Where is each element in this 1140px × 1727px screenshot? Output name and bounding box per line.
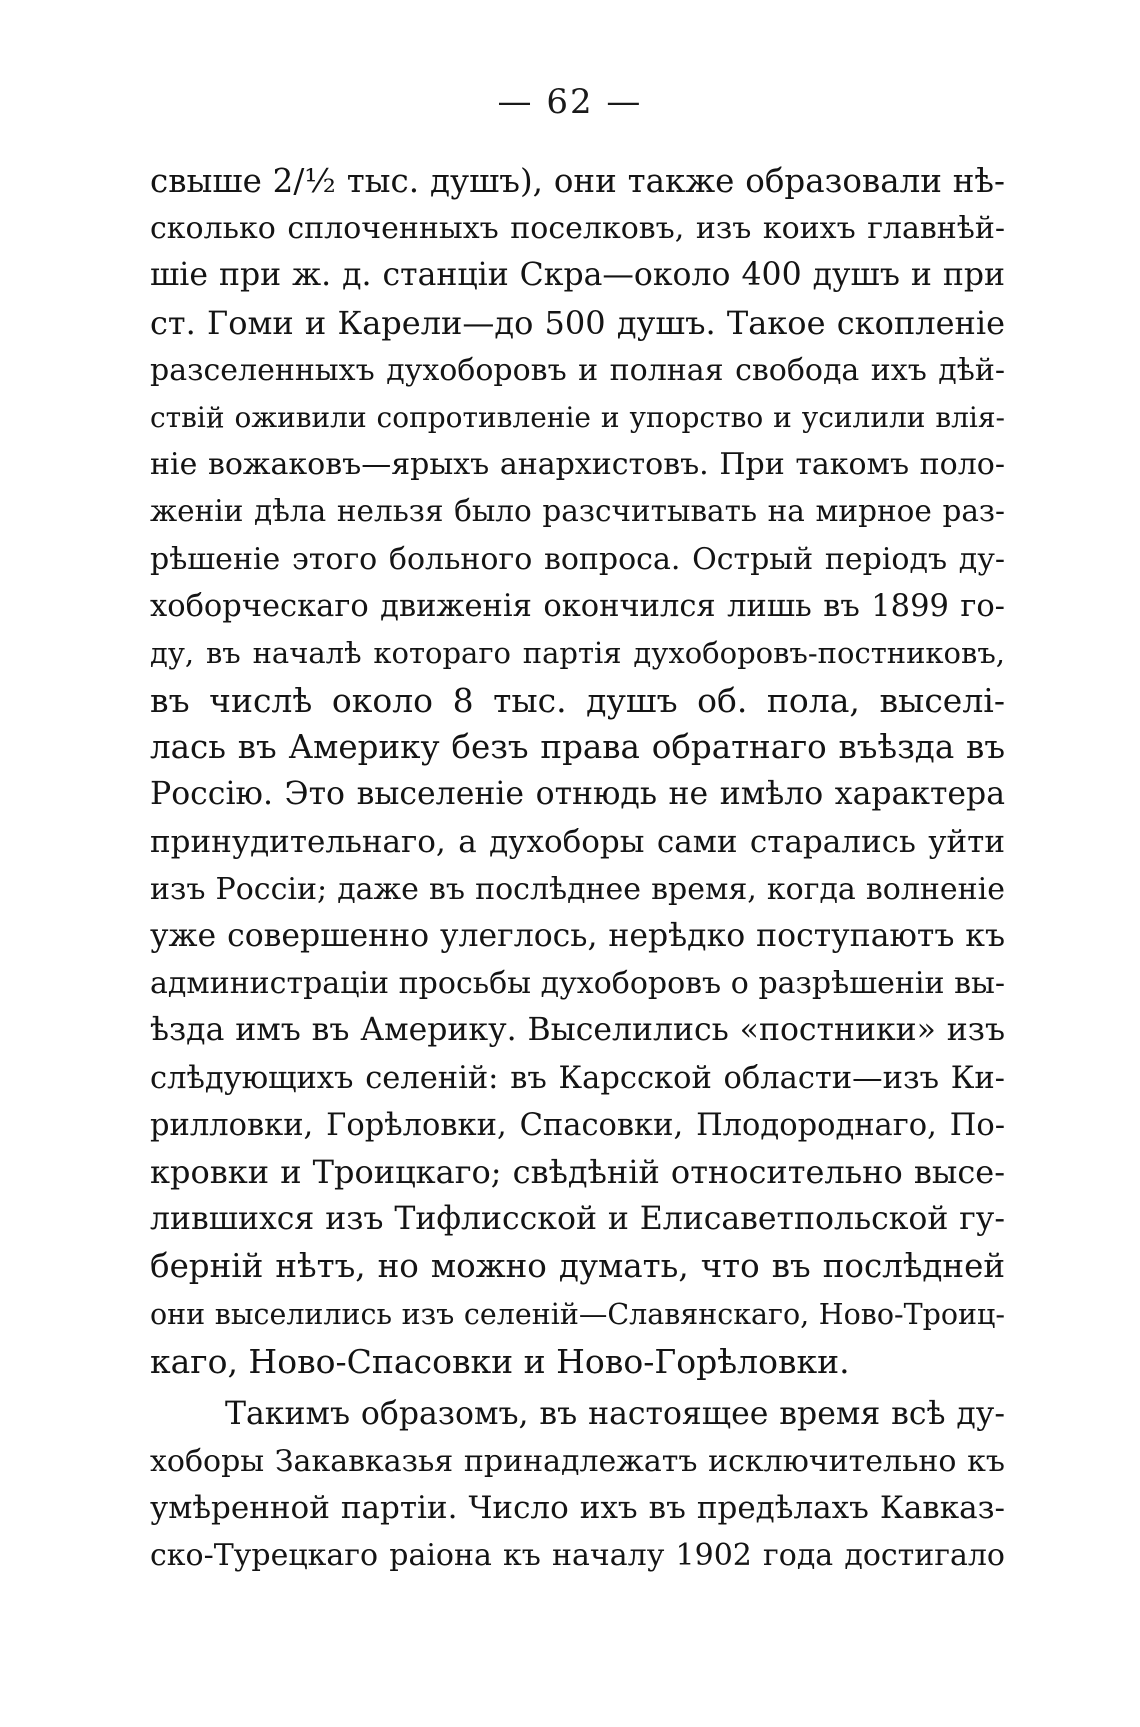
text-line: сколько сплоченныхъ поселковъ, изъ коихъ главнѣй- [150,211,1005,247]
text-line: они выселились изъ селеній—Славянскаго, Ново-Троиц- [150,1297,1005,1331]
text-line: разселенныхъ духоборовъ и полная свобода ихъ дѣй- [150,352,1005,388]
text-line: шіе при ж. д. станціи Скра—около 400 душъ и при [150,257,1005,294]
text-line: администраціи просьбы духоборовъ о разрѣшеніи вы- [150,966,1005,1002]
text-line: ѣзда имъ въ Америку. Выселились «постники» изъ [150,1012,1005,1049]
page-number: — 62 — [497,82,643,122]
text-line: Россію. Это выселеніе отнюдь не имѣло характера [150,776,1005,813]
text-line: ду, въ началѣ котораго партія духоборовъ-постниковъ, [150,635,1005,670]
text-line: ствій оживили сопротивленіе и упорство и усилили влія- [150,400,1005,434]
text-line: лась въ Америку безъ права обратнаго въѣзда въ [150,728,1005,767]
paragraph [150,158,1005,1385]
body-text [150,158,1005,1580]
text-line: берній нѣтъ, но можно думать, что въ послѣдней [150,1247,1005,1286]
text-line: хоборы Закавказья принадлежатъ исключительно къ [150,1444,1005,1480]
text-line: женіи дѣла нельзя было разсчитывать на мирное раз- [150,494,1005,529]
text-line: кровки и Троицкаго; свѣдѣній относительно высе- [150,1152,1005,1191]
text-line: принудительнаго, а духоборы сами старались уйти [150,823,1005,860]
text-line: каго, Ново-Спасовки и Ново-Горѣловки. [150,1341,850,1381]
text-line: уже совершенно улеглось, нерѣдко поступаютъ къ [150,918,1005,954]
text-line: рилловки, Горѣловки, Спасовки, Плодороднаго, По- [150,1107,1005,1143]
text-line: ніе вожаковъ—ярыхъ анархистовъ. При такомъ поло- [150,447,1005,483]
text-line: ст. Гоми и Карели—до 500 душъ. Такое скопленіе [150,303,1005,342]
paragraph [150,1391,1005,1580]
text-line: Такимъ образомъ, въ настоящее время всѣ ду- [225,1395,1005,1432]
text-line: свыше 2/½ тыс. душъ), они также образовали нѣ- [150,162,1005,200]
text-line: хоборческаго движенія окончился лишь въ 1899 го- [150,588,1005,624]
text-line: лившихся изъ Тифлисской и Елисаветпольской гу- [150,1201,1005,1238]
text-line: изъ Россіи; даже въ послѣднее время, когда волненіе [150,871,1005,907]
text-line: слѣдующихъ селеній: въ Карсской области—изъ Ки- [150,1060,1005,1096]
text-line: рѣшеніе этого больного вопроса. Острый періодъ ду- [150,541,1005,577]
text-line: въ числѣ около 8 тыс. душъ об. пола, выселі- [150,681,1005,721]
text-line: умѣренной партіи. Число ихъ въ предѣлахъ Кавказ- [150,1490,1005,1527]
text-line: ско-Турецкаго раіона къ началу 1902 года достигало [150,1538,1005,1574]
